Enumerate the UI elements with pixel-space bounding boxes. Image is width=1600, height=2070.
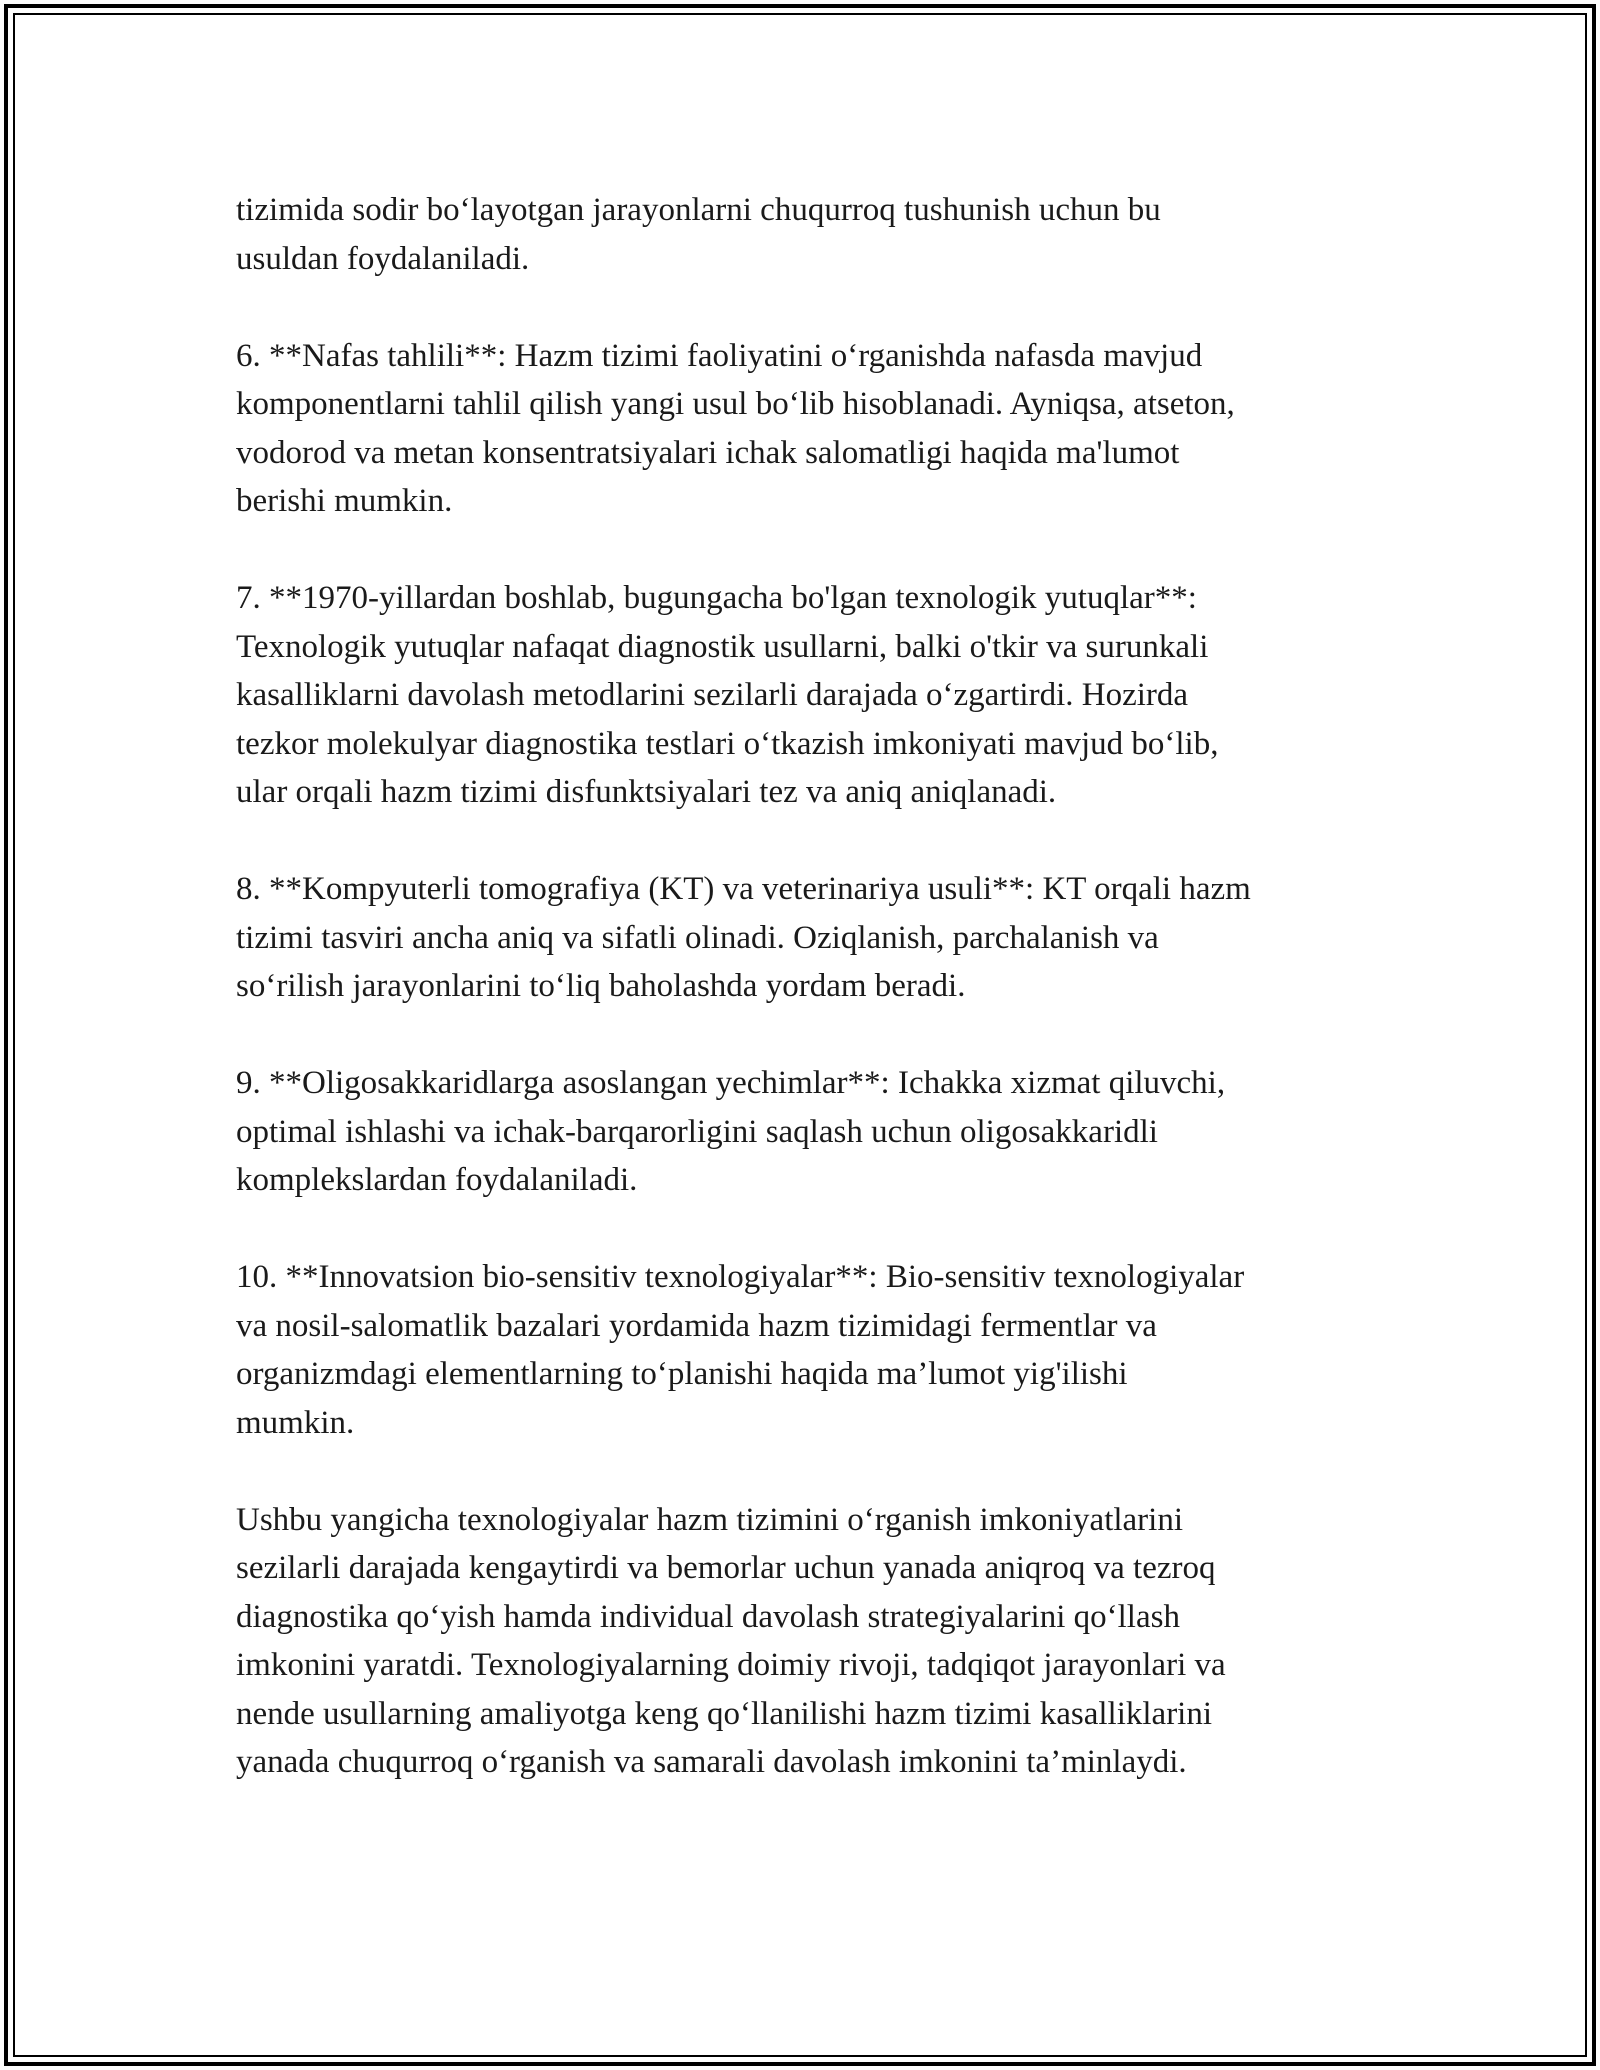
document-body xyxy=(236,186,1386,1835)
text-line: kasalliklarni davolash metodlarini sezilarli darajada o‘zgartirdi. Hozirda xyxy=(236,677,1189,713)
list-item-8 xyxy=(236,865,1386,1011)
text-line: usuldan foydalaniladi. xyxy=(236,240,530,277)
list-item-7 xyxy=(236,574,1386,817)
text-line: nende usullarning amaliyotga keng qo‘llanilishi hazm tizimi kasalliklarini xyxy=(236,1695,1213,1732)
text-line: so‘rilish jarayonlarini to‘liq baholashda yordam beradi. xyxy=(236,968,966,1004)
text-line: 8. **Kompyuterli tomografiya (KT) va veterinariya usuli**: KT orqali hazm xyxy=(236,871,1251,907)
text-line: tezkor molekulyar diagnostika testlari o‘tkazish imkoniyati mavjud bo‘lib, xyxy=(236,725,1219,762)
text-line: diagnostika qo‘yish hamda individual davolash strategiyalarini qo‘llash xyxy=(236,1598,1180,1635)
text-line: mumkin. xyxy=(236,1404,355,1441)
list-item-10 xyxy=(236,1253,1386,1447)
list-item-6 xyxy=(236,332,1386,526)
conclusion-paragraph xyxy=(236,1496,1386,1787)
list-item-9 xyxy=(236,1059,1386,1205)
text-line: sezilarli darajada kengaytirdi va bemorlar uchun yanada aniqroq va tezroq xyxy=(236,1550,1216,1586)
text-line: imkonini yaratdi. Texnologiyalarning doimiy rivoji, tadqiqot jarayonlari va xyxy=(236,1647,1226,1683)
text-line: va nosil-salomatlik bazalari yordamida hazm tizimidagi fermentlar va xyxy=(236,1307,1157,1344)
text-line: 9. **Oligosakkaridlarga asoslangan yechimlar**: Ichakka xizmat qiluvchi, xyxy=(236,1065,1226,1101)
text-line: optimal ishlashi va ichak-barqarorligini saqlash uchun oligosakkaridli xyxy=(236,1113,1158,1150)
text-line: ular orqali hazm tizimi disfunktsiyalari tez va aniq aniqlanadi. xyxy=(236,774,1057,810)
text-line: 10. **Innovatsion bio-sensitiv texnologiyalar**: Bio-sensitiv texnologiyalar xyxy=(236,1259,1245,1295)
text-line: Ushbu yangicha texnologiyalar hazm tizimini o‘rganish imkoniyatlarini xyxy=(236,1501,1184,1538)
text-line: tizimida sodir bo‘layotgan jarayonlarni chuqurroq tushunish uchun bu xyxy=(236,192,1161,228)
text-line: Texnologik yutuqlar nafaqat diagnostik usullarni, balki o'tkir va surunkali xyxy=(236,628,1209,665)
text-line: tizimi tasviri ancha aniq va sifatli olinadi. Oziqlanish, parchalanish va xyxy=(236,919,1159,956)
text-line: vodorod va metan konsentratsiyalari ichak salomatligi haqida ma'lumot xyxy=(236,434,1180,471)
text-line: berishi mumkin. xyxy=(236,483,453,519)
text-line: organizmdagi elementlarning to‘planishi haqida ma’lumot yig'ilishi xyxy=(236,1356,1128,1392)
text-line: 6. **Nafas tahlili**: Hazm tizimi faoliyatini o‘rganishda nafasda mavjud xyxy=(236,337,1203,374)
text-line: 7. **1970-yillardan boshlab, bugungacha bo'lgan texnologik yutuqlar**: xyxy=(236,580,1197,616)
paragraph-continuation xyxy=(236,186,1386,283)
text-line: yanada chuqurroq o‘rganish va samarali davolash imkonini ta’minlaydi. xyxy=(236,1744,1187,1780)
text-line: komplekslardan foydalaniladi. xyxy=(236,1162,638,1198)
text-line: komponentlarni tahlil qilish yangi usul bo‘lib hisoblanadi. Ayniqsa, atseton, xyxy=(236,386,1235,422)
